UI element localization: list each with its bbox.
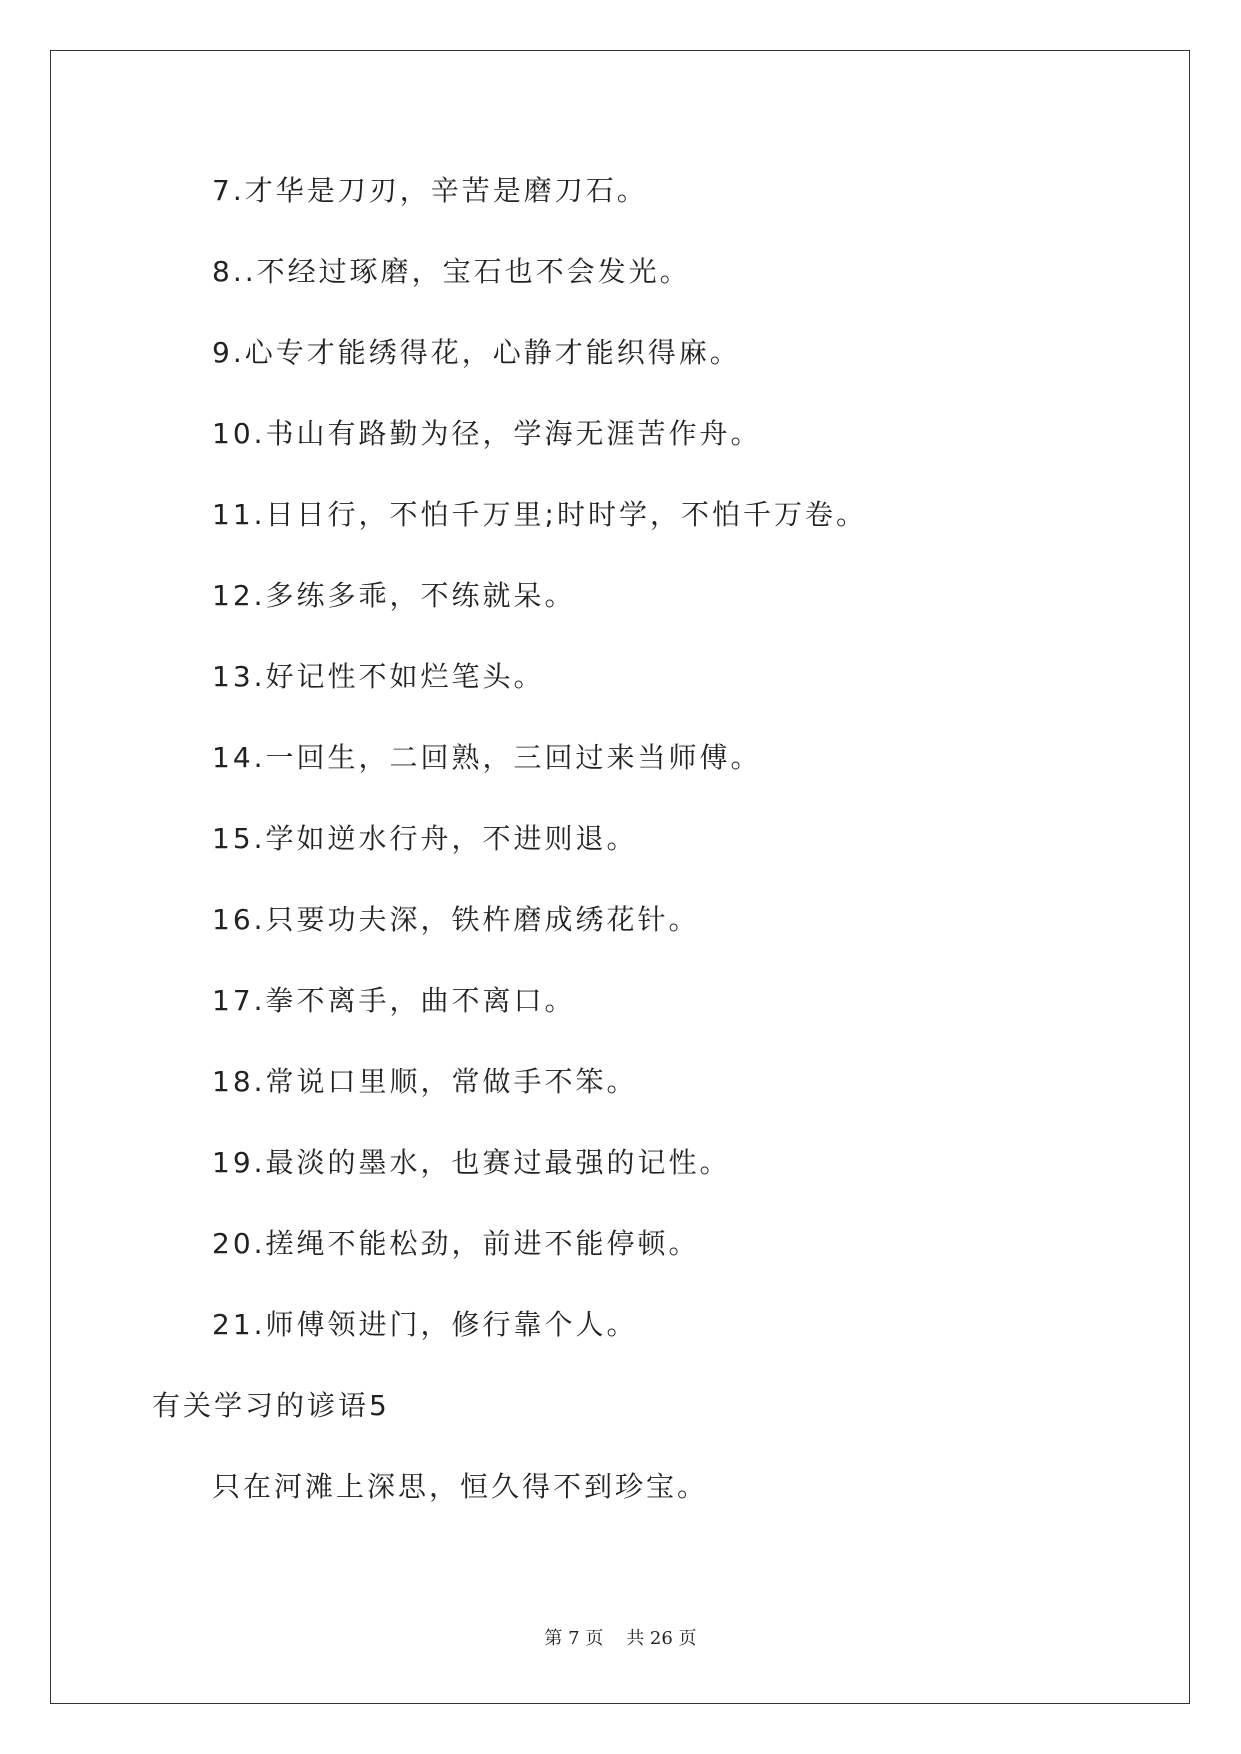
list-item: 11.日日行，不怕千万里;时时学，不怕千万卷。 xyxy=(212,498,867,531)
list-item: 10.书山有路勤为径，学海无涯苦作舟。 xyxy=(212,417,762,450)
page-border xyxy=(50,50,1190,1704)
list-item: 7.才华是刀刃，辛苦是磨刀石。 xyxy=(212,174,648,207)
list-item: 9.心专才能绣得花，心静才能织得麻。 xyxy=(212,336,741,369)
list-item: 18.常说口里顺，常做手不笨。 xyxy=(212,1065,638,1098)
list-item: 17.拳不离手，曲不离口。 xyxy=(212,984,576,1017)
list-item: 8..不经过琢磨，宝石也不会发光。 xyxy=(212,255,691,288)
section-body-text: 只在河滩上深思，恒久得不到珍宝。 xyxy=(212,1470,709,1503)
list-item: 13.好记性不如烂笔头。 xyxy=(212,660,545,693)
section-heading: 有关学习的谚语5 xyxy=(152,1389,390,1422)
list-item: 16.只要功夫深，铁杵磨成绣花针。 xyxy=(212,903,700,936)
list-item: 21.师傅领进门，修行靠个人。 xyxy=(212,1308,638,1341)
list-item: 15.学如逆水行舟，不进则退。 xyxy=(212,822,638,855)
list-item: 12.多练多乖，不练就呆。 xyxy=(212,579,576,612)
list-item: 20.搓绳不能松劲，前进不能停顿。 xyxy=(212,1227,700,1260)
list-item: 19.最淡的墨水，也赛过最强的记性。 xyxy=(212,1146,731,1179)
page-number-footer: 第 7 页 共 26 页 xyxy=(544,1628,697,1649)
list-item: 14.一回生，二回熟，三回过来当师傅。 xyxy=(212,741,762,774)
